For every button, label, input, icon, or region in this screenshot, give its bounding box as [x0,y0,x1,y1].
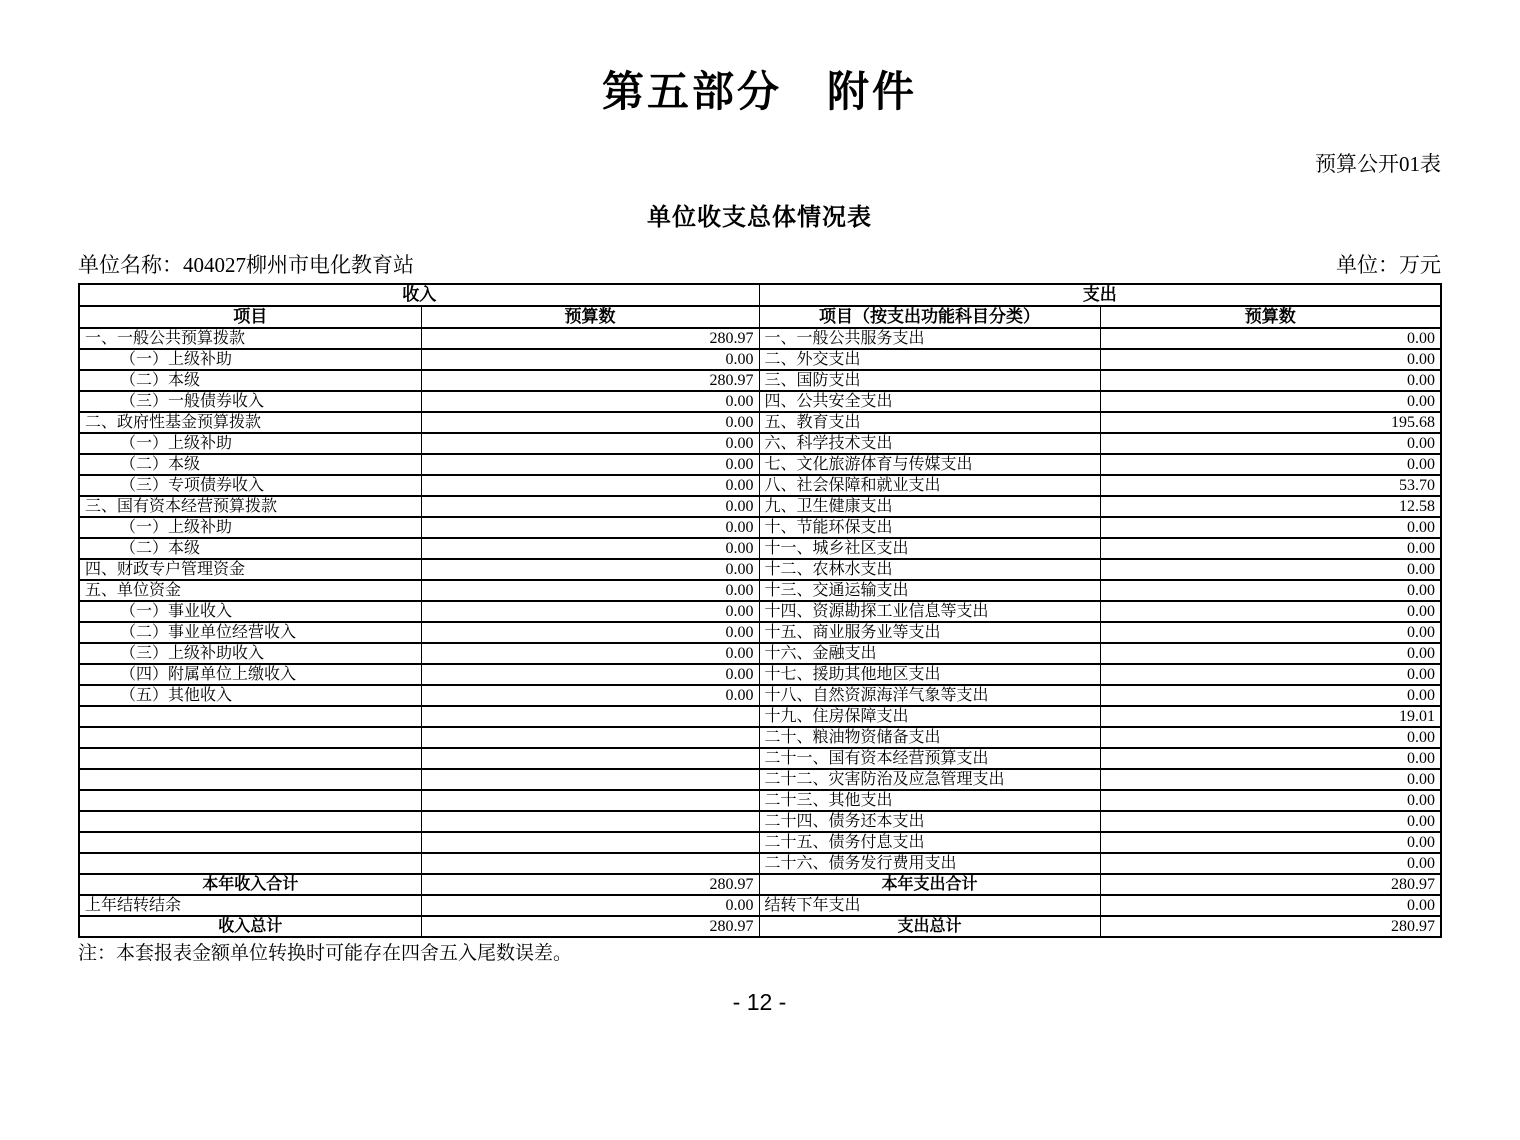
expense-value-cell: 0.00 [1100,454,1441,475]
income-value-cell [421,769,759,790]
expense-summary-value-cell: 0.00 [1100,895,1441,916]
table-row [79,853,1441,874]
income-summary-value-cell: 280.97 [421,874,759,895]
table-row [79,349,1441,370]
expense-item-cell: 五、教育支出 [759,412,1100,433]
expense-value-cell: 53.70 [1100,475,1441,496]
income-value-cell [421,748,759,769]
expense-value-cell: 12.58 [1100,496,1441,517]
expense-budget-column-header: 预算数 [1100,306,1441,328]
expense-item-cell: 二、外交支出 [759,349,1100,370]
table-row [79,832,1441,853]
income-value-cell [421,853,759,874]
document-page [0,66,1520,1016]
expense-summary-value-cell: 280.97 [1100,916,1441,937]
expense-item-cell: 二十一、国有资本经营预算支出 [759,748,1100,769]
income-value-cell: 0.00 [421,349,759,370]
expense-item-cell: 十一、城乡社区支出 [759,538,1100,559]
income-value-cell: 0.00 [421,622,759,643]
expense-item-cell: 十五、商业服务业等支出 [759,622,1100,643]
expense-value-cell: 0.00 [1100,664,1441,685]
expense-item-cell: 二十五、债务付息支出 [759,832,1100,853]
expense-item-cell: 十四、资源勘探工业信息等支出 [759,601,1100,622]
expense-value-cell: 0.00 [1100,580,1441,601]
income-item-cell: （一）上级补助 [79,517,421,538]
income-item-cell: （二）本级 [79,370,421,391]
income-value-cell: 0.00 [421,391,759,412]
expense-value-cell: 0.00 [1100,769,1441,790]
income-item-cell [79,811,421,832]
income-value-cell [421,706,759,727]
page-number: - 12 - [732,989,787,1015]
income-item-cell: 四、财政专户管理资金 [79,559,421,580]
table-row [79,517,1441,538]
income-value-cell [421,727,759,748]
expense-value-cell: 0.00 [1100,433,1441,454]
income-item-cell [79,790,421,811]
table-note: 注：本套报表金额单位转换时可能存在四舍五入尾数误差。 [78,943,573,964]
expense-summary-label-cell: 结转下年支出 [759,895,1100,916]
expense-summary-value-cell: 280.97 [1100,874,1441,895]
expense-item-cell: 十六、金融支出 [759,643,1100,664]
income-item-cell: （五）其他收入 [79,685,421,706]
unit-currency-label: 单位：万元 [1336,253,1441,277]
expense-value-cell: 0.00 [1100,853,1441,874]
unit-name-label: 单位名称：404027柳州市电化教育站 [78,253,414,277]
table-row [79,580,1441,601]
expense-item-cell: 六、科学技术支出 [759,433,1100,454]
expense-value-cell: 0.00 [1100,349,1441,370]
expense-value-cell: 0.00 [1100,643,1441,664]
income-item-cell [79,706,421,727]
table-row [79,748,1441,769]
table-row [79,790,1441,811]
income-item-cell: （二）本级 [79,454,421,475]
table-row [79,475,1441,496]
expense-value-cell: 0.00 [1100,811,1441,832]
income-value-cell: 0.00 [421,517,759,538]
expense-item-cell: 十七、援助其他地区支出 [759,664,1100,685]
income-value-cell: 0.00 [421,643,759,664]
income-item-cell [79,769,421,790]
income-item-cell [79,832,421,853]
table-row [79,454,1441,475]
income-value-cell [421,832,759,853]
expense-item-cell: 十九、住房保障支出 [759,706,1100,727]
table-row [79,433,1441,454]
income-summary-label-cell: 收入总计 [79,916,421,937]
table-title: 单位收支总体情况表 [647,204,872,231]
income-item-cell: 一、一般公共预算拨款 [79,328,421,349]
expense-item-cell: 七、文化旅游体育与传媒支出 [759,454,1100,475]
income-item-cell: （三）上级补助收入 [79,643,421,664]
expense-item-cell: 十、节能环保支出 [759,517,1100,538]
income-value-cell: 0.00 [421,601,759,622]
expense-value-cell: 19.01 [1100,706,1441,727]
expense-item-cell: 一、一般公共服务支出 [759,328,1100,349]
expense-value-cell: 0.00 [1100,517,1441,538]
income-item-cell: （二）本级 [79,538,421,559]
expense-value-cell: 0.00 [1100,391,1441,412]
expense-summary-label-cell: 支出总计 [759,916,1100,937]
table-row [79,559,1441,580]
page-title: 第五部分 附件 [601,68,917,115]
income-item-column-header: 项目 [79,306,421,328]
income-item-cell: （三）专项债券收入 [79,475,421,496]
income-item-cell: （一）上级补助 [79,349,421,370]
expense-value-cell: 0.00 [1100,685,1441,706]
income-item-cell [79,748,421,769]
expense-value-cell: 0.00 [1100,328,1441,349]
income-value-cell: 0.00 [421,433,759,454]
expense-item-cell: 九、卫生健康支出 [759,496,1100,517]
expense-value-cell: 0.00 [1100,538,1441,559]
income-item-cell: 五、单位资金 [79,580,421,601]
summary-row [79,874,1441,895]
expense-item-cell: 二十六、债务发行费用支出 [759,853,1100,874]
expense-item-cell: 三、国防支出 [759,370,1100,391]
income-value-cell [421,811,759,832]
table-row [79,538,1441,559]
income-item-cell: 三、国有资本经营预算拨款 [79,496,421,517]
income-summary-label-cell: 上年结转结余 [79,895,421,916]
table-row [79,769,1441,790]
income-section-header: 收入 [79,284,759,306]
expense-item-cell: 四、公共安全支出 [759,391,1100,412]
column-header-row [79,306,1441,328]
table-row [79,706,1441,727]
table-row [79,370,1441,391]
income-item-cell [79,727,421,748]
income-value-cell: 0.00 [421,496,759,517]
budget-table [78,283,1442,938]
income-item-cell: （一）事业收入 [79,601,421,622]
income-budget-column-header: 预算数 [421,306,759,328]
expense-item-cell: 二十二、灾害防治及应急管理支出 [759,769,1100,790]
table-row [79,685,1441,706]
expense-summary-label-cell: 本年支出合计 [759,874,1100,895]
table-row [79,727,1441,748]
income-item-cell: （三）一般债券收入 [79,391,421,412]
expense-item-column-header: 项目（按支出功能科目分类） [759,306,1100,328]
expense-item-cell: 十三、交通运输支出 [759,580,1100,601]
income-item-cell: （四）附属单位上缴收入 [79,664,421,685]
income-value-cell [421,790,759,811]
income-value-cell: 0.00 [421,559,759,580]
expense-item-cell: 十八、自然资源海洋气象等支出 [759,685,1100,706]
expense-value-cell: 0.00 [1100,559,1441,580]
table-row [79,412,1441,433]
income-value-cell: 0.00 [421,538,759,559]
expense-section-header: 支出 [759,284,1441,306]
expense-item-cell: 二十三、其他支出 [759,790,1100,811]
expense-item-cell: 八、社会保障和就业支出 [759,475,1100,496]
table-row [79,622,1441,643]
income-value-cell: 0.00 [421,580,759,601]
section-header-row [79,284,1441,306]
expense-value-cell: 0.00 [1100,727,1441,748]
expense-value-cell: 0.00 [1100,622,1441,643]
income-value-cell: 0.00 [421,475,759,496]
income-value-cell: 0.00 [421,454,759,475]
expense-value-cell: 0.00 [1100,790,1441,811]
income-item-cell: （一）上级补助 [79,433,421,454]
table-row [79,496,1441,517]
income-value-cell: 280.97 [421,370,759,391]
table-row [79,664,1441,685]
income-value-cell: 0.00 [421,685,759,706]
income-summary-value-cell: 280.97 [421,916,759,937]
income-item-cell: 二、政府性基金预算拨款 [79,412,421,433]
summary-row [79,895,1441,916]
table-row [79,328,1441,349]
expense-value-cell: 0.00 [1100,748,1441,769]
expense-item-cell: 二十四、债务还本支出 [759,811,1100,832]
expense-value-cell: 0.00 [1100,370,1441,391]
table-row [79,643,1441,664]
table-row [79,391,1441,412]
table-meta-row [78,253,1441,278]
income-item-cell [79,853,421,874]
income-summary-value-cell: 0.00 [421,895,759,916]
table-row [79,601,1441,622]
income-item-cell: （二）事业单位经营收入 [79,622,421,643]
income-summary-label-cell: 本年收入合计 [79,874,421,895]
expense-value-cell: 195.68 [1100,412,1441,433]
summary-row [79,916,1441,937]
income-value-cell: 0.00 [421,412,759,433]
income-value-cell: 0.00 [421,664,759,685]
expense-value-cell: 0.00 [1100,601,1441,622]
expense-item-cell: 二十、粮油物资储备支出 [759,727,1100,748]
form-number-label: 预算公开01表 [1315,152,1441,176]
table-row [79,811,1441,832]
expense-item-cell: 十二、农林水支出 [759,559,1100,580]
expense-value-cell: 0.00 [1100,832,1441,853]
income-value-cell: 280.97 [421,328,759,349]
